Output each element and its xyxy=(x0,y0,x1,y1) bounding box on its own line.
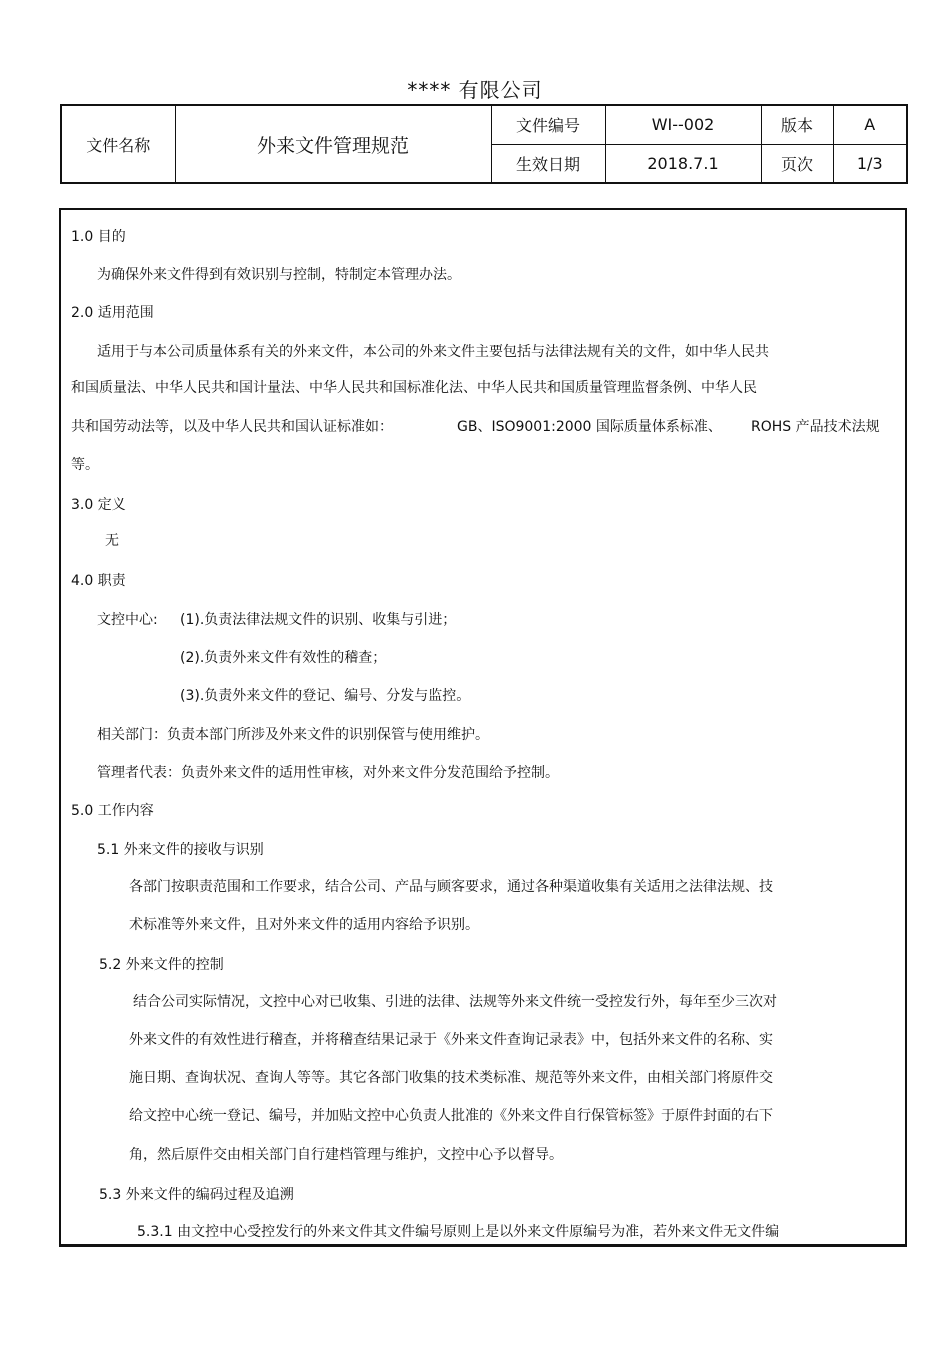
section-5-1-line-2: 术标准等外来文件，且对外来文件的适用内容给予识别。 xyxy=(129,917,479,933)
section-5-2-title: 5.2 外来文件的控制 xyxy=(99,957,224,973)
doc-name: 外来文件管理规范 xyxy=(175,105,491,183)
dept-duty: 相关部门：负责本部门所涉及外来文件的识别保管与使用维护。 xyxy=(97,727,489,743)
section-5-3-title: 5.3 外来文件的编码过程及追溯 xyxy=(99,1187,294,1203)
section-3-title: 3.0 定义 xyxy=(71,497,126,513)
section-2-line-4: 等。 xyxy=(71,457,99,473)
section-5-2-line-5: 角，然后原件交由相关部门自行建档管理与维护，文控中心予以督导。 xyxy=(129,1147,563,1163)
dcc-duty-2: (2).负责外来文件有效性的稽查； xyxy=(180,650,387,666)
section-5-2-line-2: 外来文件的有效性进行稽查，并将稽查结果记录于《外来文件查询记录表》中，包括外来文件的名称、实 xyxy=(129,1032,773,1048)
section-1-title: 1.0 目的 xyxy=(71,229,126,245)
section-3-text: 无 xyxy=(105,533,119,549)
doc-no-label: 文件编号 xyxy=(491,105,605,144)
effective-date-label: 生效日期 xyxy=(491,144,605,183)
section-1-text: 为确保外来文件得到有效识别与控制，特制定本管理办法。 xyxy=(97,267,461,283)
section-5-2-line-4: 给文控中心统一登记、编号，并加贴文控中心负责人批准的《外来文件自行保管标签》于原件封面的右下 xyxy=(129,1108,773,1124)
section-4-title: 4.0 职责 xyxy=(71,573,126,589)
dcc-duty-3: (3).负责外来文件的登记、编号、分发与监控。 xyxy=(180,688,471,704)
section-2-title: 2.0 适用范围 xyxy=(71,305,154,321)
dcc-label: 文控中心: xyxy=(97,612,158,628)
section-2-line-2: 和国质量法、中华人民共和国计量法、中华人民共和国标准化法、中华人民共和国质量管理监督条例、中华人民 xyxy=(71,380,757,396)
effective-date: 2018.7.1 xyxy=(605,144,761,183)
section-5-title: 5.0 工作内容 xyxy=(71,803,154,819)
doc-name-label: 文件名称 xyxy=(61,105,175,183)
document-body xyxy=(59,208,907,1247)
section-5-1-title: 5.1 外来文件的接收与识别 xyxy=(97,842,264,858)
section-5-1-line-1: 各部门按职责范围和工作要求，结合公司、产品与顾客要求，通过各种渠道收集有关适用之法律法规、技 xyxy=(129,879,773,895)
section-2-line-3b: GB、ISO9001:2000 国际质量体系标准、 xyxy=(457,419,722,435)
rep-duty: 管理者代表：负责外来文件的适用性审核，对外来文件分发范围给予控制。 xyxy=(97,765,559,781)
company-name: **** 有限公司 xyxy=(407,78,543,102)
dcc-duty-1: (1).负责法律法规文件的识别、收集与引进； xyxy=(180,612,457,628)
section-5-3-1-line-1: 5.3.1 由文控中心受控发行的外来文件其文件编号原则上是以外来文件原编号为准，若外来文件无文件编 xyxy=(137,1224,780,1240)
page-label: 页次 xyxy=(761,144,833,183)
version-label: 版本 xyxy=(761,105,833,144)
version: A xyxy=(833,105,907,144)
section-2-line-1: 适用于与本公司质量体系有关的外来文件，本公司的外来文件主要包括与法律法规有关的文件，如中华人民共 xyxy=(97,344,769,360)
doc-no: WI--002 xyxy=(605,105,761,144)
page-number: 1/3 xyxy=(833,144,907,183)
section-5-2-line-3: 施日期、查询状况、查询人等等。其它各部门收集的技术类标准、规范等外来文件，由相关部门将原件交 xyxy=(129,1070,773,1086)
section-2-line-3a: 共和国劳动法等，以及中华人民共和国认证标准如： xyxy=(71,419,393,435)
document-header-table xyxy=(60,104,908,184)
section-2-line-3c: ROHS 产品技术法规 xyxy=(751,419,880,435)
section-5-2-line-1: 结合公司实际情况，文控中心对已收集、引进的法律、法规等外来文件统一受控发行外，每年至少三次对 xyxy=(133,994,777,1010)
